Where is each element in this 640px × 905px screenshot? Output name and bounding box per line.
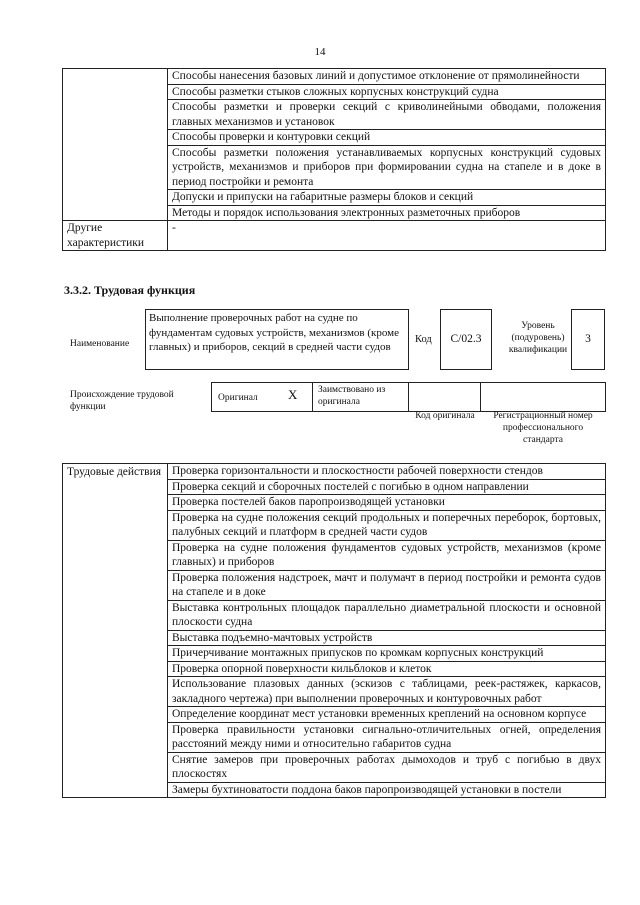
labor-action-item: Проверка правильности установки сигнально-отличительных огней, определения расстояний между ними и относительно габаритов судна xyxy=(168,722,606,752)
empty-label-cell xyxy=(63,69,168,221)
knowledge-item: Способы разметки и проверки секций с криволинейными обводами, положения главных механизмов и установок xyxy=(168,100,606,130)
labor-action-item: Замеры бухтиноватости поддона баков паропроизводящей установки в постели xyxy=(168,782,606,798)
table-row xyxy=(63,221,606,251)
code-value-box: C/02.3 xyxy=(440,309,492,370)
page-number: 14 xyxy=(314,46,326,58)
labor-actions-table xyxy=(62,463,606,798)
labor-action-item: Использование плазовых данных (эскизов с таблицами, реек-растяжек, каркасов, закладного чертежа) при выполнении проверочных и контуровочных работ xyxy=(168,677,606,707)
labor-action-item: Проверка постелей баков паропроизводящей установки xyxy=(168,495,606,511)
labor-action-item: Причерчивание монтажных припусков по кромкам корпусных конструкций xyxy=(168,646,606,662)
table-row xyxy=(63,464,606,480)
table-row xyxy=(63,69,606,85)
borrowed-label: Заимствовано из оригинала xyxy=(318,385,386,407)
labor-action-item: Снятие замеров при проверочных работах дымоходов и труб с погибью в двух плоскостях xyxy=(168,752,606,782)
labor-action-item: Определение координат мест установки временных креплений на основном корпусе xyxy=(168,707,606,723)
knowledge-item: Допуски и припуски на габаритные размеры блоков и секций xyxy=(168,190,606,206)
other-characteristics-value: - xyxy=(168,221,606,251)
function-name-box: Выполнение проверочных работ на судне по фундаментам судовых устройств, механизмов (кроме главных) и приборов, секций в средней части судов xyxy=(145,309,409,370)
labor-action-item: Проверка горизонтальности и плоскостности рабочей поверхности стендов xyxy=(168,464,606,480)
code-label: Код xyxy=(415,334,432,345)
registration-number-cell xyxy=(480,382,606,412)
knowledge-item: Методы и порядок использования электронных разметочных приборов xyxy=(168,205,606,221)
knowledge-continuation-table xyxy=(62,68,606,251)
section-heading: 3.3.2. Трудовая функция xyxy=(64,283,196,297)
knowledge-item: Способы разметки положения устанавливаемых корпусных конструкций судовых устройств, механизмов и приборов при формировании судна на стапеле и в доке в период постройки и ремонта xyxy=(168,145,606,190)
level-label: Уровень (подуровень) квалификации xyxy=(508,321,568,355)
other-characteristics-label: Другие характеристики xyxy=(63,221,168,251)
knowledge-item: Способы разметки стыков сложных корпусных конструкций судна xyxy=(168,84,606,100)
origin-label: Происхождение трудовой функции xyxy=(70,390,174,412)
labor-action-item: Проверка секций и сборочных постелей с погибью в одном направлении xyxy=(168,479,606,495)
original-mark: X xyxy=(288,387,298,402)
labor-action-item: Выставка подъемно-мачтовых устройств xyxy=(168,630,606,646)
original-code-caption: Код оригинала xyxy=(415,411,475,421)
knowledge-item: Способы проверки и контуровки секций xyxy=(168,130,606,146)
labor-action-item: Проверка на судне положения фундаментов судовых устройств, механизмов (кроме главных) и приборов xyxy=(168,540,606,570)
labor-action-item: Проверка опорной поверхности кильблоков и клеток xyxy=(168,661,606,677)
labor-actions-label: Трудовые действия xyxy=(63,464,168,798)
knowledge-item: Способы нанесения базовых линий и допустимое отклонение от прямолинейности xyxy=(168,69,606,85)
level-value-box: 3 xyxy=(571,309,605,370)
registration-number-caption: Регистрационный номер профессионального стандарта xyxy=(493,411,593,445)
original-label: Оригинал xyxy=(218,393,258,403)
labor-action-item: Проверка на судне положения секций продольных и поперечных переборок, бортовых, палубных секций и платформ в средней части судов xyxy=(168,510,606,540)
original-code-cell xyxy=(408,382,481,412)
name-label: Наименование xyxy=(70,339,130,349)
labor-action-item: Выставка контрольных площадок параллельно диаметральной плоскости и основной плоскости судна xyxy=(168,600,606,630)
labor-action-item: Проверка положения надстроек, мачт и полумачт в период постройки и ремонта судов на стапеле и в доке xyxy=(168,570,606,600)
